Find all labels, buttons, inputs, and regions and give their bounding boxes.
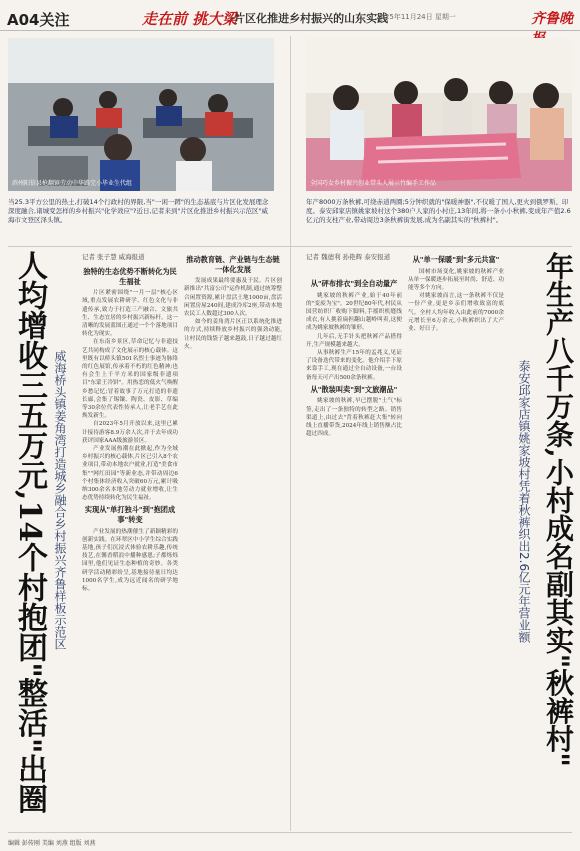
right-paragraph: 对姚家坡而言,这一条秋裤不仅是一份产业,更是乡亲们增收致富的底气。全村人均年收入由此前的7000余元增长至6万余元,小秋裤织出了大产业、好日子。 [408, 293, 504, 333]
right-headline: 年生产八千万条,小村成名副其实"秋裤村" [542, 252, 575, 767]
right-intro: 年产8000万条秋裤,可绕赤道两圈;5分钟织就的"保暖神器",不仅暖了国人,更火到俄罗斯、印度。泰安邱家店镇姚家坡村这个380户人家的小村庄,13年间,将一条小小秋裤,变成年产值2.6亿元的支柱产业,带动周边3条秋裤街发展,成为名副其实的"秋裤村"。 [306, 198, 571, 224]
left-paragraph: 如今的姜角湾片区正以系统化推进的方式,持续释放乡村振兴的强劲动能,让村民的钱袋子越来越鼓,日子越过越红火。 [184, 319, 282, 350]
left-body-column-2 [184, 252, 282, 830]
left-section-heading-1: 独特的生态优势不断转化为民生福祉 [83, 267, 177, 286]
right-photo-caption: 全国巧女乡村振兴创业带头人展示竹编手工作品 [310, 180, 437, 187]
left-paragraph: 片区紧密围绕"一月一层"核心区域,重点发展农耕研学、红色文化与非遗传承,致力于打造三产融合、文旅共生、生态宜居的乡村振兴新标杆。这一清晰的发展蓝图正通过一个个落地项目转化为现实。 [82, 290, 178, 338]
right-subheadline: 泰安邱家店镇姚家坡村凭着秋裤织出2.6亿元年营业额 [517, 360, 531, 644]
left-paragraph: 产业发展的热潮催生了新颖精彩的创新实践。在环翠区中小学生综合实践基地,孩子们沉浸式体验农耕乐趣,传统技艺,在馨香稻浪中播种感恩;子都烁烁园里,他们见证生态种植的奇妙。各类研学活动精彩纷呈,基地接待量日均达1000名学生,成为远近闻名的研学地标。 [82, 528, 178, 593]
page-header [0, 0, 580, 31]
right-paragraph: 姚家坡的秋裤产业,始于40年前的"变废为宝"。20世纪80年代,村民从国营纺织厂收购下脚料,手摇织机缝线成衣,有人挑着扁担翻山越岭叫卖,这便成为姚家坡秋裤的雏形。 [306, 292, 402, 332]
right-paragraph: 几年后,无手针头把秋裤产品搭得开,生产规模越来越大。 [306, 333, 402, 348]
right-section-heading-3: 从"单一保暖"到"多元共富" [412, 255, 500, 264]
editor-credits: 编辑 彭传刚 美编 刘燕 组版 刘燕 [8, 840, 96, 847]
series-title: ·片区化推进乡村振兴的山东实践 [230, 12, 389, 25]
right-paragraph: 从事秋裤生产15年的孟兆义,见证了设备迭代带来的变化。他介绍手下原来靠手工,现在通过全自动设备,一台设备每天可产出500余条秋裤。 [306, 350, 402, 381]
left-section-heading-2: 实现从"单打独斗"到"抱团成事"转变 [84, 505, 176, 525]
left-intro: 当25.3平方公里的热土,打破14个行政村的界限,当"一闲一蹲"的生态基底与片区化发展理念深度融合,诸城变怎样的乡村振兴"化学效应"?近日,记者来到"片区化推进乡村振兴示范区"威海市文登区泽头镇。 [8, 198, 269, 224]
left-photo-caption: 滨州阳信县枪翻镇劳动中华路完小毕业生代组 [12, 180, 133, 187]
right-byline: 记者 魏德利 孙艳辉 泰安报道 [306, 253, 391, 261]
left-section-heading-3: 推动教育链、产业链与生态链一体化发展 [186, 255, 280, 274]
page-label: A04关注 [7, 11, 70, 29]
issue-date: 2025年11月24日 星期一 [376, 13, 456, 21]
left-headline: 人均增收三五万元,14个村抱团"整活"出圈 [12, 250, 47, 814]
left-article-photo [8, 38, 274, 191]
left-paragraph: 自2023年5月开放以来,这里已累计接待游客8.9万余人次,并于去年成功获评国家AAA级旅游景区。 [82, 421, 178, 444]
left-paragraph: 在东南乡景区,草命记忆与非遗技艺共同构成了文化展示的核心载体。这里既有以桥头镇501名烈士事迹为脉络的红色展馆,传承着不朽的红色精神;也有会生上千平方米的国家级非遗项目"东蒙王冷饼"。用热恋的低火气唤醒乡愁记忆;冒着故事了万元打造的非遗长廊,会集了锡镶、陶瓷、皮影、草编等30余位代表性传承人,让老手艺在此焕发新生。 [82, 339, 178, 420]
right-section-heading-1: 从"砰布排衣"到全自动量产 [310, 279, 398, 288]
left-subheadline: 威海桥头镇姜角湾打造城乡融合乡村振兴齐鲁样板示范区 [53, 350, 67, 650]
right-body-column-2 [408, 252, 504, 830]
center-column-divider [290, 36, 291, 831]
right-section-heading-2: 从"散装叫卖"到"文旅潮品" [310, 384, 398, 394]
right-paragraph: 国树市场变化,姚家坡的秋裤产业从单一保暖逐步拓展至时尚、舒适、功能等多个方向。 [408, 268, 504, 291]
left-paragraph: 发展成果最终要惠及于民。片区创新推出"共富公司"运作机制,通过统筹整合闲置资源,累计盘活土地1000亩,盘活闲置房屋240间,建成冷库2座,带动本地农民工人数超过300人次。 [184, 278, 282, 317]
left-body-column-1 [82, 264, 178, 830]
paper-logo: 齐鲁晚 [531, 11, 573, 27]
left-byline: 记者 张子慧 威海报道 [82, 253, 145, 261]
footer-divider [8, 832, 572, 833]
classroom-photo-image [8, 38, 274, 191]
workshop-photo-image [306, 38, 572, 191]
right-body-column-1 [306, 276, 402, 830]
left-paragraph: 产业发展热潮在此掀起,作为全域乡村振兴的核心载体,片区已引入8个农业项目,带动本地农户就业,打造"美食市集""网红田园"等新业态,并带动周边6个村集体经济收入突破60万元,累计吸纳300余名本地劳动力就业增收,让生态优势持续转化为民生福祉。 [82, 446, 178, 502]
rubric-title: 走在前 挑大梁 [142, 10, 238, 28]
right-article-photo [306, 38, 572, 191]
right-paragraph: 姚家坡的秋裤,早已摆脱"土气"标签,走出了一条独特的转型之路。销售渠道上,由过去"背着秋裤赶大集"转向线上直播带货,2024年线上销售额占比超过四成。 [306, 398, 402, 438]
